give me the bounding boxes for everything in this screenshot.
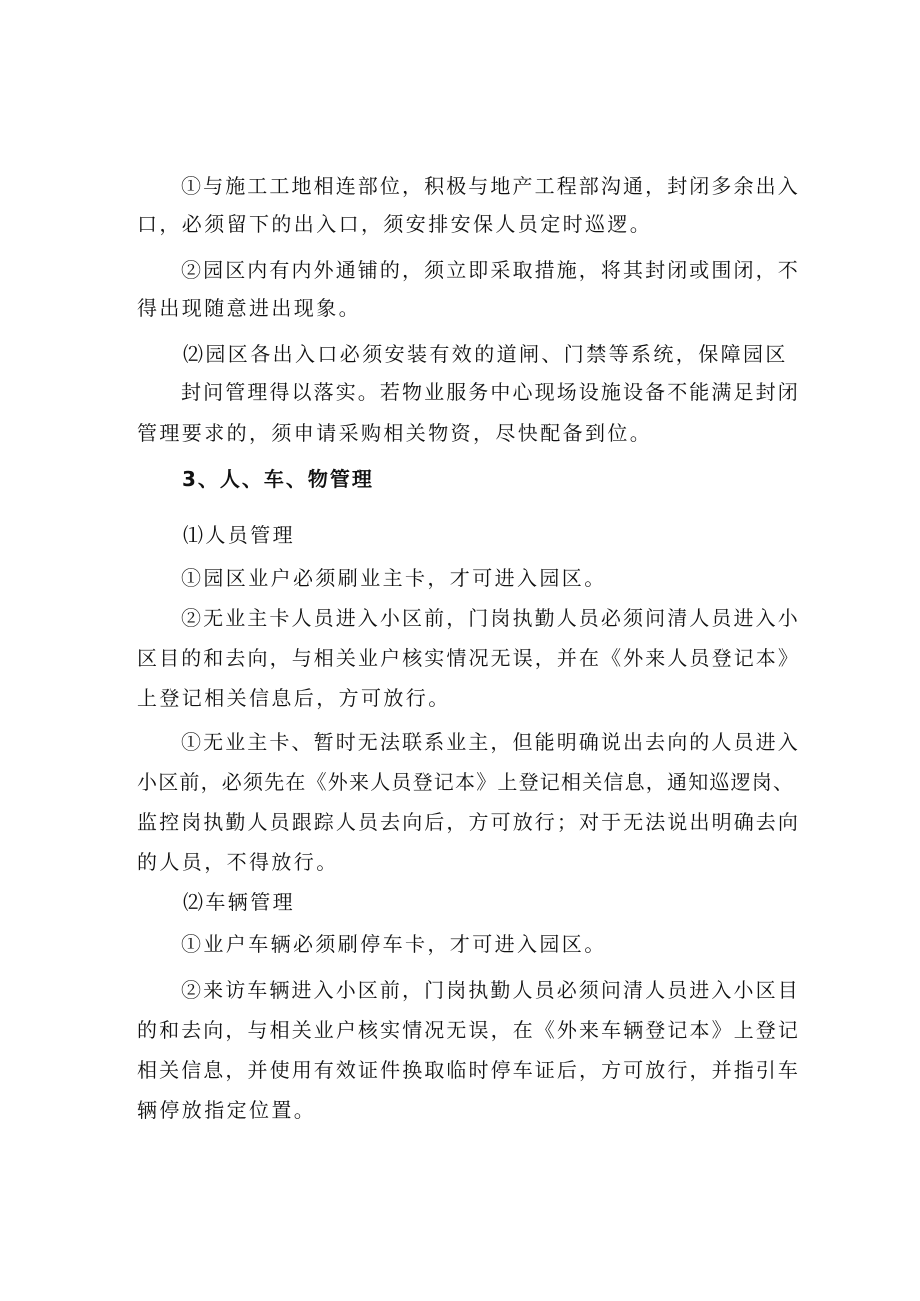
paragraph-line: ⑵园区各出入口必须安装有效的道闸、门禁等系统，保障园区 (183, 342, 788, 366)
paragraph-line: ①无业主卡、暂时无法联系业主，但能明确说出去向的人员进入 (181, 730, 800, 754)
subsection-heading: ⑴人员管理 (183, 523, 295, 547)
paragraph-line: 的人员，不得放行。 (137, 850, 339, 874)
paragraph-line: ①与施工工地相连部位，积极与地产工程部沟通，封闭多余出入 (181, 174, 800, 198)
paragraph-line: ②园区内有内外通铺的，须立即采取措施，将其封闭或围闭，不 (181, 258, 800, 282)
paragraph-line: ②来访车辆进入小区前，门岗执勤人员必须问清人员进入小区目 (181, 978, 800, 1002)
paragraph-line: 辆停放指定位置。 (137, 1098, 317, 1122)
subsection-heading: ⑵车辆管理 (183, 890, 295, 914)
paragraph-line: 相关信息，并使用有效证件换取临时停车证后，方可放行，并指引车 (137, 1058, 800, 1082)
paragraph-line: 管理要求的，须申请采购相关物资，尽快配备到位。 (137, 421, 653, 445)
section-heading: 3、人、车、物管理 (182, 467, 374, 491)
paragraph-line: 口，必须留下的出入口，须安排安保人员定时巡逻。 (137, 212, 653, 236)
paragraph-line: 区目的和去向，与相关业户核实情况无误，并在《外来人员登记本》 (137, 646, 800, 670)
paragraph-line: 监控岗执勤人员跟踪人员去向后，方可放行；对于无法说出明确去向 (137, 810, 800, 834)
paragraph-line: 封问管理得以落实。若物业服务中心现场设施设备不能满足封闭 (181, 380, 800, 404)
paragraph-line: 得出现随意进出现象。 (137, 296, 361, 320)
paragraph-line: 小区前，必须先在《外来人员登记本》上登记相关信息，通知巡逻岗、 (137, 770, 795, 794)
paragraph-line: 的和去向，与相关业户核实情况无误，在《外来车辆登记本》上登记 (137, 1018, 800, 1042)
paragraph-line: ①园区业户必须刷业主卡，才可进入园区。 (181, 566, 607, 590)
paragraph-line: ②无业主卡人员进入小区前，门岗执勤人员必须问清人员进入小 (181, 606, 800, 630)
paragraph-line: ①业户车辆必须刷停车卡，才可进入园区。 (181, 932, 607, 956)
paragraph-line: 上登记相关信息后，方可放行。 (137, 686, 451, 710)
